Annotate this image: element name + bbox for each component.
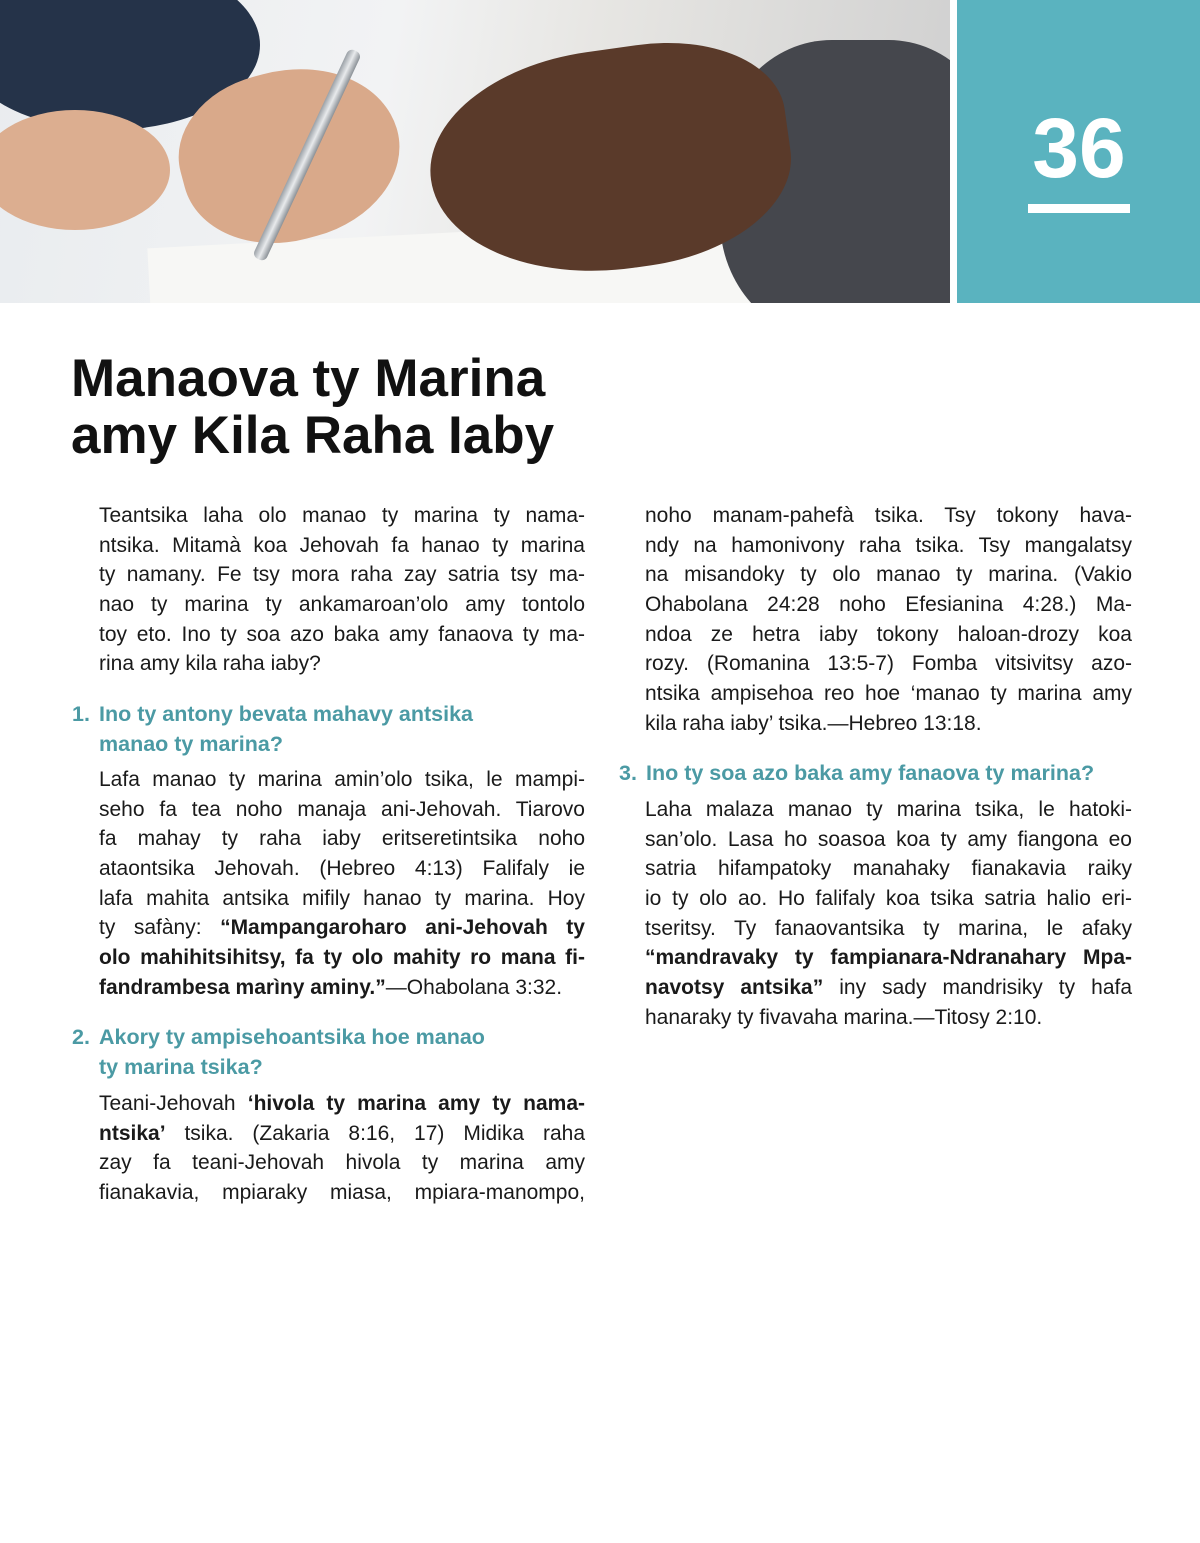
text-span: na misandoky ty olo manao ty marina. (Vakio <box>645 563 1132 587</box>
text-line <box>645 1003 1132 1033</box>
text-span: io ty olo ao. Ho falifaly koa tsika satria halio eri- <box>645 887 1132 911</box>
section-2-paragraph-left <box>99 1089 585 1208</box>
text-span: ndoa ze hetra iaby tokony haloan-drozy koa <box>645 622 1132 646</box>
bold-text: olo mahihitsihitsy, fa ty olo mahity ro mana fi- <box>99 946 585 970</box>
bold-text: ntsika’ <box>99 1121 166 1145</box>
text-span: rina amy kila raha iaby? <box>99 652 321 676</box>
text-line <box>99 531 585 561</box>
text-line <box>99 943 585 973</box>
text-line <box>99 1148 585 1178</box>
hand-left <box>0 110 170 230</box>
text-span: Ohabolana 24:28 noho Efesianina 4:28.) Ma- <box>645 593 1132 617</box>
title-line-1: Manaova ty Marina <box>71 349 546 408</box>
section-number: 1. <box>72 702 90 726</box>
text-line <box>99 501 585 531</box>
text-span: lafa mahita antsika mifily hanao ty marina. Hoy <box>99 886 585 910</box>
bold-text: ‘hivola ty marina amy ty nama- <box>247 1092 585 1115</box>
text-line <box>99 854 585 884</box>
text-line <box>645 531 1132 561</box>
section-number: 3. <box>619 761 637 785</box>
text-line <box>645 620 1132 650</box>
text-line <box>645 854 1132 884</box>
text-span: ty safàny: <box>99 916 221 940</box>
section-number: 2. <box>72 1025 90 1049</box>
text-span: nao ty marina ty ankamaroan’olo amy tontolo <box>99 593 585 617</box>
text-line <box>645 884 1132 914</box>
bold-text: “Mampangaroharo ani-Jehovah ty <box>220 916 585 940</box>
text-span: tsika. (Zakaria 8:16, 17) Midika raha <box>165 1121 585 1145</box>
text-line <box>99 884 585 914</box>
text-line <box>645 795 1132 825</box>
text-span: fianakavia, mpiaraky miasa, mpiara-manompo, <box>99 1181 585 1205</box>
text-line <box>99 1119 585 1149</box>
text-line <box>645 914 1132 944</box>
text-span: Teani-Jehovah <box>99 1092 248 1115</box>
text-line <box>99 560 585 590</box>
text-span: iny sady mandrisiky ty hafa <box>823 976 1133 1000</box>
section-heading-line: Akory ty ampisehoantsika hoe manao <box>99 1025 485 1049</box>
text-line <box>645 825 1132 855</box>
text-span: seho fa tea noho manaja ani-Jehovah. Tiarovo <box>99 797 585 821</box>
text-line <box>645 649 1132 679</box>
section-1-paragraph <box>99 765 585 1003</box>
bold-text: navotsy antsika” <box>645 976 824 1000</box>
bold-text: “mandravaky ty fampianara-Ndranahary Mpa- <box>645 946 1132 970</box>
text-line <box>645 709 1132 739</box>
section-heading-line: manao ty marina? <box>99 732 283 756</box>
bold-text: fandrambesa marìny aminy.” <box>99 975 386 999</box>
text-line <box>645 943 1132 973</box>
text-span: hanaraky ty fivavaha marina.—Titosy 2:10. <box>645 1005 1043 1029</box>
text-span: ataontsika Jehovah. (Hebreo 4:13) Falifaly ie <box>99 857 585 881</box>
page-title <box>71 350 554 464</box>
text-span: tseritsy. Ty fanaovantsika ty marina, le afaky <box>645 916 1132 940</box>
lesson-number-underline <box>1028 204 1130 213</box>
text-span: zay fa teani-Jehovah hivola ty marina amy <box>99 1151 585 1175</box>
text-line <box>99 590 585 620</box>
title-line-2: amy Kila Raha Iaby <box>71 406 555 465</box>
text-line <box>99 649 585 679</box>
text-line <box>99 1178 585 1208</box>
text-span: ntsika ampisehoa reo hoe ‘manao ty marina amy <box>645 682 1132 706</box>
intro-paragraph <box>99 501 585 679</box>
text-line <box>99 973 585 1003</box>
text-line <box>99 1089 585 1119</box>
text-line <box>645 590 1132 620</box>
text-span: Laha malaza manao ty marina tsika, le hatoki- <box>645 798 1132 821</box>
text-span: —Ohabolana 3:32. <box>385 975 563 999</box>
text-line <box>645 560 1132 590</box>
text-span: kila raha iaby’ tsika.—Hebreo 13:18. <box>645 711 982 735</box>
text-span: ty namany. Fe tsy mora raha zay satria tsy ma- <box>99 563 585 587</box>
section-heading-line: Ino ty antony bevata mahavy antsika <box>99 702 473 726</box>
text-line <box>645 973 1132 1003</box>
text-span: ntsika. Mitamà koa Jehovah fa hanao ty marina <box>99 533 585 557</box>
text-span: Teantsika laha olo manao ty marina ty nama- <box>99 504 585 527</box>
text-span: toy eto. Ino ty soa azo baka amy fanaova ty ma- <box>99 622 585 646</box>
section-heading-line: Ino ty soa azo baka amy fanaova ty marina? <box>646 761 1095 785</box>
text-line <box>99 913 585 943</box>
text-span: rozy. (Romanina 13:5-7) Fomba vitsivitsy azo- <box>645 652 1132 676</box>
text-line <box>99 824 585 854</box>
text-line <box>99 765 585 795</box>
section-heading-line: ty marina tsika? <box>99 1055 263 1079</box>
text-line <box>645 679 1132 709</box>
section-3-paragraph <box>645 795 1132 1033</box>
text-span: ndy na hamonivony raha tsika. Tsy mangalatsy <box>645 533 1132 557</box>
lesson-number: 36 <box>1032 101 1126 195</box>
text-line <box>99 795 585 825</box>
text-span: Lafa manao ty marina amin’olo tsika, le mampi- <box>99 768 585 791</box>
header-photo <box>0 0 950 303</box>
text-line <box>99 620 585 650</box>
text-span: satria hifampatoky manahaky fianakavia raiky <box>645 857 1132 881</box>
text-span: fa mahay ty raha iaby eritseretintsika noho <box>99 827 585 851</box>
section-2-paragraph-right <box>645 501 1132 739</box>
text-span: san’olo. Lasa ho soasoa koa ty amy fiangona eo <box>645 827 1132 851</box>
text-line <box>645 501 1132 531</box>
text-span: noho manam-pahefà tsika. Tsy tokony hava- <box>645 504 1132 527</box>
